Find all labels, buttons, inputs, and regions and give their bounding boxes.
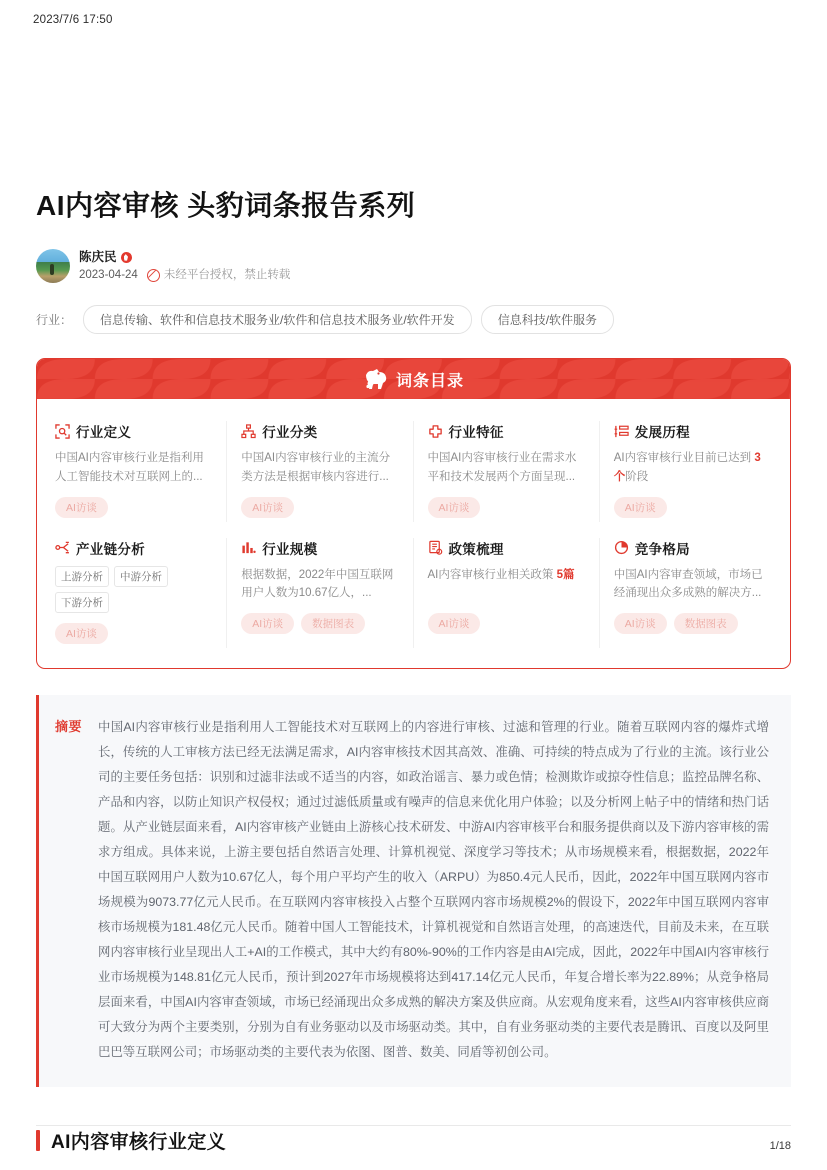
catalog-item-policy[interactable] [414, 532, 600, 658]
tag-ai-interview[interactable]: AI访谈 [241, 613, 294, 634]
tag-ai-interview[interactable]: AI访谈 [428, 497, 481, 518]
catalog-item-name: 产业链分析 [76, 541, 145, 557]
industry-row [36, 305, 791, 334]
catalog-item-industry-definition[interactable] [41, 415, 227, 531]
catalog-item-industry-characteristics[interactable] [414, 415, 600, 531]
catalog-item-head [55, 421, 213, 441]
tag-data-chart[interactable]: 数据图表 [674, 613, 738, 634]
catalog-item-desc [428, 449, 586, 486]
industry-chip-2[interactable]: 信息科技/软件服务 [481, 305, 614, 334]
subtag-upstream[interactable]: 上游分析 [55, 566, 109, 587]
section-heading [36, 1127, 791, 1154]
catalog-item-name: 竞争格局 [634, 541, 690, 557]
catalog-item-desc [428, 566, 586, 603]
catalog-item-head [241, 421, 399, 441]
industry-definition-icon [55, 424, 70, 439]
catalog-card [36, 358, 791, 668]
copyright-notice [147, 268, 291, 284]
catalog-item-industry-classification[interactable] [227, 415, 413, 531]
catalog-item-desc [614, 566, 772, 603]
catalog-item-tags [241, 613, 399, 634]
catalog-item-desc-text: 中国AI内容审核行业是指利用人工智能技术对互联网上的... [55, 452, 204, 484]
catalog-item-subtags [55, 566, 213, 613]
catalog-item-desc-text: 中国AI内容审核行业在需求水平和技术发展两个方面呈现... [427, 452, 577, 484]
catalog-item-desc-highlight: 3个 [613, 452, 761, 484]
catalog-item-head [614, 421, 772, 441]
catalog-item-desc [241, 449, 399, 486]
catalog-item-tags [428, 497, 586, 518]
catalog-item-desc-suffix: 阶段 [625, 471, 649, 484]
subtag-midstream[interactable]: 中游分析 [114, 566, 168, 587]
tag-ai-interview[interactable]: AI访谈 [614, 613, 667, 634]
catalog-item-tags [428, 613, 586, 634]
catalog-item-name: 行业特征 [448, 425, 504, 441]
development-history-icon [614, 424, 629, 439]
policy-icon [428, 540, 443, 555]
tag-data-chart[interactable]: 数据图表 [301, 613, 365, 634]
author-subline [79, 268, 290, 284]
value-chain-icon [55, 540, 70, 555]
catalog-item-tags [614, 613, 772, 634]
page-number: 1/18 [769, 1140, 791, 1152]
page-title: AI内容审核 头豹词条报告系列 [36, 190, 416, 221]
tag-ai-interview[interactable]: AI访谈 [55, 497, 108, 518]
publish-date: 2023-04-24 [79, 268, 138, 281]
author-meta [79, 249, 290, 283]
industry-classification-icon [241, 424, 256, 439]
catalog-item-desc [614, 449, 772, 486]
footer-divider [36, 1125, 791, 1126]
abstract-block [36, 695, 791, 1088]
market-size-icon [241, 540, 256, 555]
catalog-item-name: 行业分类 [262, 425, 318, 441]
tag-ai-interview[interactable]: AI访谈 [55, 623, 108, 644]
catalog-item-head [428, 538, 586, 558]
catalog-item-value-chain[interactable] [41, 532, 227, 658]
catalog-item-market-size[interactable] [227, 532, 413, 658]
section-accent-bar [36, 1130, 40, 1151]
catalog-item-desc [55, 449, 213, 486]
catalog-item-competition[interactable] [600, 532, 786, 658]
catalog-item-tags [614, 497, 772, 518]
industry-label: 行业： [36, 313, 73, 328]
copyright-notice-text: 未经平台授权，禁止转载 [163, 268, 291, 281]
catalog-item-name: 行业规模 [262, 541, 318, 557]
author-name: 陈庆民 [79, 250, 117, 264]
industry-characteristics-icon [428, 424, 443, 439]
print-timestamp: 2023/7/6 17:50 [33, 14, 113, 26]
tag-ai-interview[interactable]: AI访谈 [241, 497, 294, 518]
catalog-item-name: 行业定义 [76, 425, 132, 441]
catalog-header [37, 359, 790, 399]
catalog-item-head [241, 538, 399, 558]
catalog-item-head [55, 538, 213, 558]
catalog-title: 词条目录 [395, 372, 464, 390]
catalog-item-desc-text: 中国AI内容审核行业的主流分类方法是根据审核内容进行... [241, 452, 391, 484]
catalog-item-head [614, 538, 772, 558]
catalog-item-desc-highlight: 5篇 [556, 568, 575, 581]
catalog-item-desc-text: AI内容审核行业目前已达到 [613, 452, 755, 465]
catalog-item-name: 发展历程 [634, 425, 690, 441]
catalog-item-development-history[interactable] [600, 415, 786, 531]
section-title: AI内容审核行业定义 [51, 1132, 227, 1154]
catalog-item-tags [241, 497, 399, 518]
abstract-body: 中国AI内容审核行业是指利用人工智能技术对互联网上的内容进行审核、过滤和管理的行业。随着互联网内容的爆炸式增长，传统的人工审核方法已经无法满足需求，AI内容审核技术因其高效、准确、可持续的特点成为了行业的主流。该行业公司的主要任务包括：识别和过滤非法或不适当的内容，如政治谣言、暴力或色情；检测欺诈或掠夺性信息；监控品牌名称、产品和内容，以防止知识产权侵权；通过过滤低质量或有噪声的信息来优化用户体验；以及分析网上帖子中的情绪和热门话题。从产业链层面来看，AI内容审核产业链由上游核心技术研发、中游AI内容审核平台和服务提供商以及下游内容审核的需求方组成。具体来说，上游主要包括自然语言处理、计算机视觉、深度学习等技术；从市场规模来看，根据数据，2022年中国互联网用户人数为10.67亿人，每个用户平均产生的收入（ARPU）为850.4元人民币，因此，2022年中国互联网内容市场规模为9073.77亿元人民币。在互联网内容审核投入占整个互联网内容市场规模2%的假设下，2022年中国互联网内容审核市场规模为181.48亿元人民币。随着中国人工智能技术，计算机视觉和自然语言处理，的高速迭代，目前及未来，在互联网内容审核行业呈现出人工+AI的工作模式，其中大约有80%-90%的工作内容是由AI完成，因此，2022年中国AI内容审核行业市场规模为148.81亿元人民币，预计到2027年市场规模将达到417.14亿元人民币，年复合增长率为22.89%；从竞争格局层面来看，中国AI内容审查领域，市场已经涌现出众多成熟的解决方案及供应商。从宏观角度来看，这些AI内容审核供应商可大致分为两个主要类别，分别为自有业务驱动以及市场驱动类。其中，自有业务驱动类的主要代表是腾讯、百度以及阿里巴巴等互联网公司；市场驱动类的主要代表为依图、图普、数美、同盾等初创公司。 [98, 719, 769, 1060]
competition-icon [614, 540, 629, 555]
tag-ai-interview[interactable]: AI访谈 [614, 497, 667, 518]
catalog-grid [37, 399, 790, 667]
subtag-downstream[interactable]: 下游分析 [55, 592, 109, 613]
catalog-item-name: 政策梳理 [448, 541, 504, 557]
catalog-item-tags [55, 623, 213, 644]
document-content [36, 188, 791, 1168]
catalog-item-desc-text: 中国AI内容审查领域，市场已经涌现出众多成熟的解决方... [613, 568, 763, 600]
tag-ai-interview[interactable]: AI访谈 [428, 613, 481, 634]
catalog-item-tags [55, 497, 213, 518]
catalog-item-desc [241, 566, 399, 603]
industry-chip-1[interactable]: 信息传输、软件和信息技术服务业/软件和信息技术服务业/软件开发 [83, 305, 472, 334]
ban-icon [147, 269, 160, 282]
catalog-item-desc-text: AI内容审核行业相关政策 [427, 568, 557, 581]
avatar [36, 249, 70, 283]
verified-badge-icon [121, 252, 132, 263]
leopard-logo-icon [363, 367, 389, 391]
author-name-line [79, 249, 290, 266]
catalog-header-inner [363, 367, 464, 391]
author-row [36, 249, 791, 283]
catalog-item-head [428, 421, 586, 441]
abstract-label: 摘要 [55, 718, 83, 734]
catalog-item-desc-text: 根据数据，2022年中国互联网用户人数为10.67亿人，... [241, 568, 394, 600]
